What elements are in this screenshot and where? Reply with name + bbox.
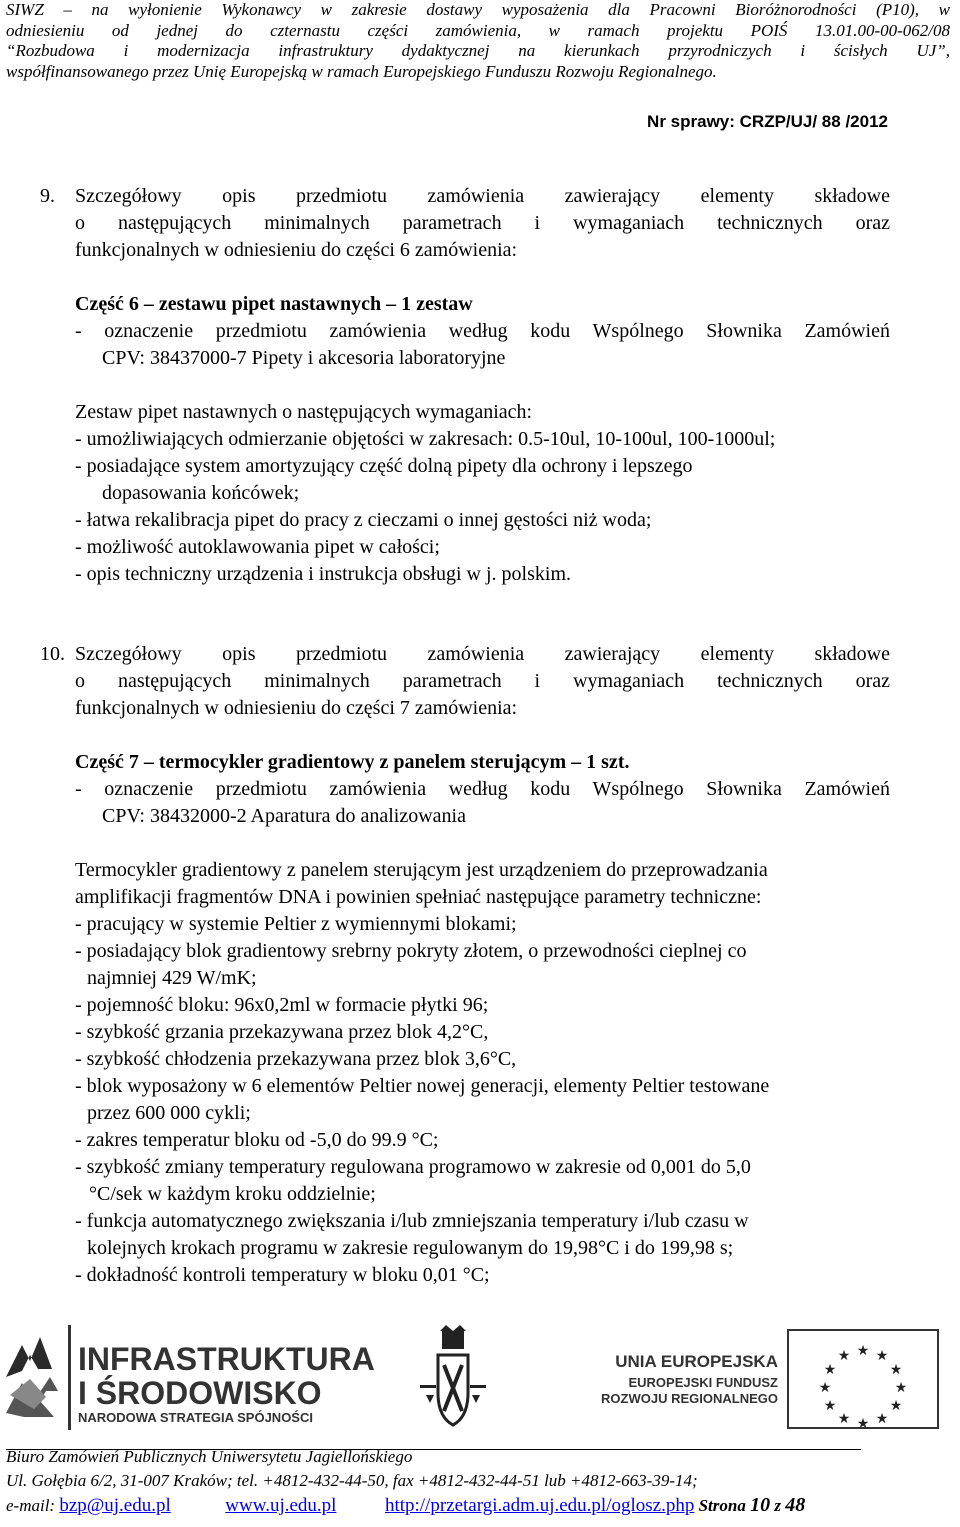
list-item-continued: najmniej 429 W/mK; (87, 967, 257, 989)
part-7-cpv-line-1: - oznaczenie przedmiotu zamówienia według kodu Wspólnego Słownika Zamówień (75, 778, 890, 800)
requirements-intro: amplifikacji fragmentów DNA i powinien spełniać następujące parametry techniczne: (75, 886, 762, 908)
section-10-line-1: Szczegółowy opis przedmiotu zamówienia zawierający elementy składowe (75, 643, 890, 665)
logo-text-3: NARODOWA STRATEGIA SPÓJNOŚCI (78, 1410, 313, 1425)
logo-bar (0, 1325, 960, 1430)
svg-text:★: ★ (823, 1362, 837, 1378)
case-number: Nr sprawy: CRZP/UJ/ 88 /2012 (647, 112, 888, 131)
footer-contacts (6, 1493, 805, 1518)
section-10-line-2: o następujących minimalnych parametrach i wymaganiach technicznych oraz (75, 670, 890, 692)
requirements-intro: Zestaw pipet nastawnych o następujących wymaganiach: (75, 401, 533, 423)
list-item: - umożliwiających odmierzanie objętości w zakresach: 0.5-10ul, 10-100ul, 100-1000ul; (75, 428, 776, 450)
list-item: - blok wyposażony w 6 elementów Peltier nowej generacji, elementy Peltier testowane (75, 1075, 770, 1097)
section-number: 10. (40, 643, 65, 665)
page-number: Strona 10 z 48 (698, 1494, 806, 1516)
list-item: - dokładność kontroli temperatury w bloku 0,01 °C; (75, 1264, 490, 1286)
header-line-3: “Rozbudowa i modernizacja infrastruktury dydaktycznej na kierunkach przyrodniczych i ścisłych UJ”, (6, 41, 950, 60)
list-item: - pojemność bloku: 96x0,2ml w formacie płytki 96; (75, 994, 489, 1016)
part-6-block (75, 291, 890, 372)
logo-text-1: INFRASTRUKTURA (78, 1341, 375, 1377)
tender-portal-link[interactable]: http://przetargi.adm.uj.edu.pl/oglosz.php (384, 1495, 695, 1516)
header-line-2: odniesieniu od jednej do czternastu części zamówienia, w ramach projektu POIŚ 13.01.00-00-062/08 (6, 20, 950, 40)
svg-text:★: ★ (856, 1343, 870, 1359)
section-9-heading (40, 183, 890, 264)
list-item: - pracujący w systemie Peltier z wymiennymi blokami; (75, 913, 517, 935)
list-item-continued: kolejnych krokach programu w zakresie regulowanym do 19,98°C i do 199,98 s; (87, 1237, 734, 1259)
section-9-line-2: o następujących minimalnych parametrach i wymaganiach technicznych oraz (75, 212, 890, 234)
svg-text:★: ★ (889, 1362, 903, 1378)
website-link[interactable]: www.uj.edu.pl (225, 1495, 337, 1516)
svg-text:★: ★ (856, 1416, 870, 1430)
section-9-line-3: funkcjonalnych w odniesieniu do części 6 zamówienia: (75, 239, 518, 261)
part-7-cpv-line-2: CPV: 38432000-2 Aparatura do analizowania (102, 805, 466, 827)
list-item-continued: przez 600 000 cykli; (87, 1102, 251, 1124)
logo-text-2: I ŚRODOWISKO (78, 1375, 322, 1411)
svg-text:★: ★ (875, 1411, 889, 1427)
section-10-heading (40, 641, 890, 722)
eu-text-2: EUROPEJSKI FUNDUSZ (628, 1375, 778, 1390)
list-item: - możliwość autoklawowania pipet w całości; (75, 536, 440, 558)
eu-text-3: ROZWOJU REGIONALNEGO (601, 1391, 778, 1406)
eu-logo (601, 1330, 938, 1430)
part-6-cpv-line-2: CPV: 38437000-7 Pipety i akcesoria laboratoryjne (102, 347, 506, 369)
requirements-intro: Termocykler gradientowy z panelem sterującym jest urządzeniem do przeprowadzania (75, 859, 768, 881)
section-number: 9. (40, 185, 55, 207)
svg-text:★: ★ (818, 1380, 832, 1396)
eu-text-1: UNIA EUROPEJSKA (615, 1352, 778, 1371)
list-item: - łatwa rekalibracja pipet do pracy z cieczami o innej gęstości niż woda; (75, 509, 652, 531)
part-6-requirements (75, 399, 890, 588)
footer-office: Biuro Zamówień Publicznych Uniwersytetu Jagiellońskiego (6, 1447, 413, 1466)
part-6-title: Część 6 – zestawu pipet nastawnych – 1 zestaw (75, 293, 473, 315)
part-6-cpv-line-1: - oznaczenie przedmiotu zamówienia według kodu Wspólnego Słownika Zamówień (75, 320, 890, 342)
list-item-continued: °C/sek w każdym kroku oddzielnie; (89, 1183, 376, 1205)
list-item: - szybkość zmiany temperatury regulowana programowo w zakresie od 0,001 do 5,0 (75, 1156, 751, 1178)
email-label: e-mail: (6, 1496, 56, 1515)
header-line-4: współfinansowanego przez Unię Europejską w ramach Europejskiego Funduszu Rozwoju Regionalnego. (6, 61, 717, 81)
part-7-requirements (75, 857, 890, 1289)
list-item: - szybkość chłodzenia przekazywana przez blok 3,6°C, (75, 1048, 517, 1070)
university-crest-icon (420, 1325, 486, 1425)
list-item-continued: dopasowania końcówek; (102, 482, 300, 504)
svg-text:★: ★ (823, 1398, 837, 1414)
list-item: - funkcja automatycznego zwiększania i/lub zmniejszania temperatury i/lub czasu w (75, 1210, 749, 1232)
list-item: - zakres temperatur bloku od -5,0 do 99.9 °C; (75, 1129, 439, 1151)
document-header (6, 0, 950, 82)
part-7-block (75, 749, 890, 830)
svg-text:★: ★ (875, 1348, 889, 1364)
svg-text:★: ★ (837, 1348, 851, 1364)
svg-text:★: ★ (889, 1398, 903, 1414)
infrastruktura-logo (6, 1325, 375, 1430)
list-item: - posiadające system amortyzujący część dolną pipety dla ochrony i lepszego (75, 455, 693, 477)
section-10-line-3: funkcjonalnych w odniesieniu do części 7 zamówienia: (75, 697, 518, 719)
list-item: - szybkość grzania przekazywana przez blok 4,2°C, (75, 1021, 489, 1043)
list-item: - opis techniczny urządzenia i instrukcja obsługi w j. polskim. (75, 563, 571, 585)
svg-text:★: ★ (837, 1411, 851, 1427)
email-link[interactable]: bzp@uj.edu.pl (59, 1495, 171, 1516)
list-item: - posiadający blok gradientowy srebrny pokryty złotem, o przewodności cieplnej co (75, 940, 747, 962)
svg-text:★: ★ (894, 1380, 908, 1396)
footer-address: Ul. Gołębia 6/2, 31-007 Kraków; tel. +4812-432-44-50, fax +4812-432-44-51 lub +4812-663-39-14; (6, 1471, 698, 1490)
part-7-title: Część 7 – termocykler gradientowy z panelem sterującym – 1 szt. (75, 751, 630, 773)
section-9-line-1: Szczegółowy opis przedmiotu zamówienia zawierający elementy składowe (75, 185, 890, 207)
header-line-1: SIWZ – na wyłonienie Wykonawcy w zakresie dostawy wyposażenia dla Pracowni Bioróżnorodności (P10), w (6, 0, 950, 19)
